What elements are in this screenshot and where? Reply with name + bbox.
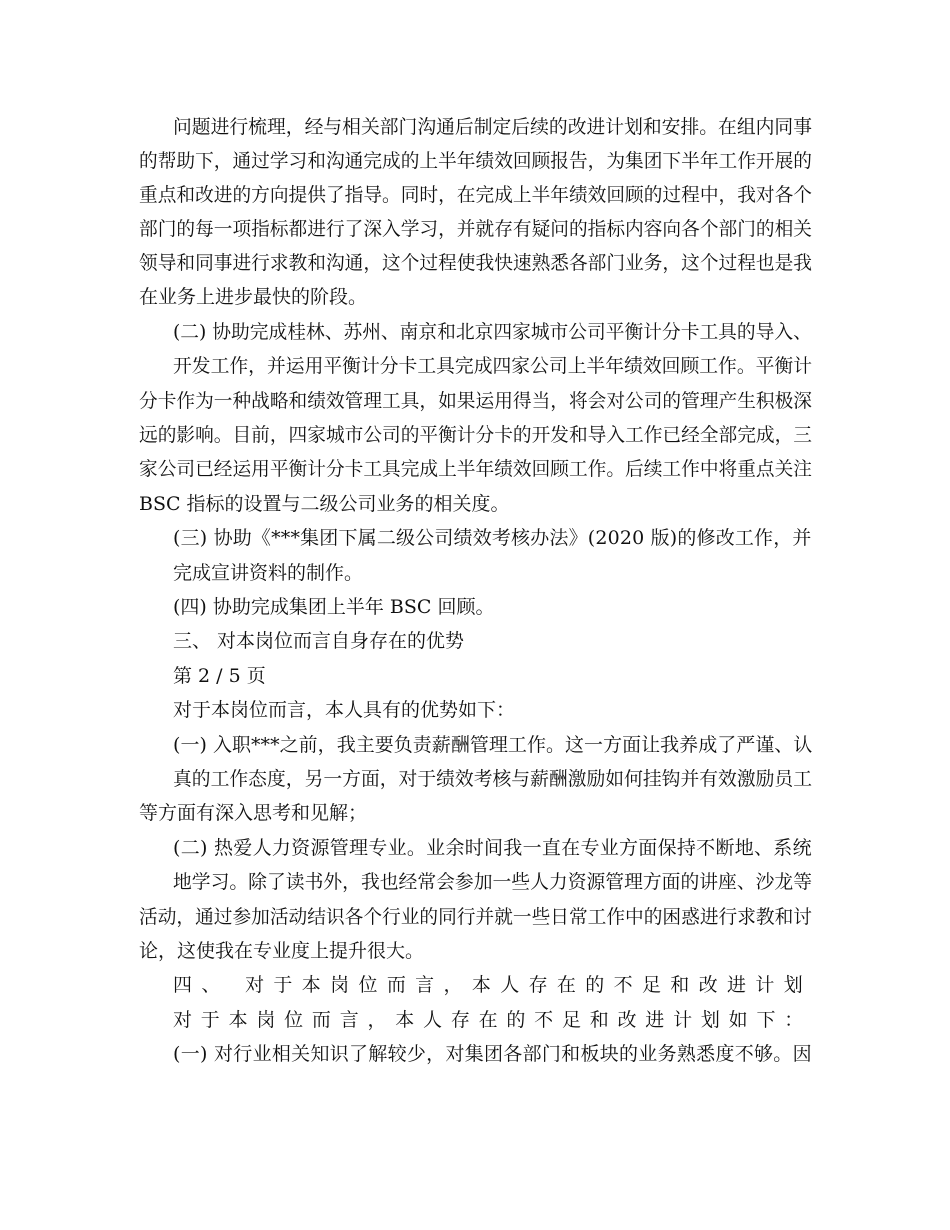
paragraph-line: 等方面有深入思考和见解； — [139, 802, 368, 824]
paragraph-line: 对于本岗位而言，本人存在的不足和改进计划如下： — [173, 1009, 813, 1031]
list-item-line: (三) 协助《***集团下属二级公司绩效考核办法》(2020 版)的修改工作，并 — [173, 527, 812, 549]
paragraph-line: BSC 指标的设置与二级公司业务的相关度。 — [139, 493, 510, 515]
paragraph-line: 远的影响。目前，四家城市公司的平衡计分卡的开发和导入工作已经全部完成，三 — [139, 424, 813, 446]
paragraph-line: 对于本岗位而言，本人具有的优势如下： — [173, 699, 516, 721]
list-item-line: 开发工作，并运用平衡计分卡工具完成四家公司上半年绩效回顾工作。平衡计 — [173, 355, 813, 377]
paragraph-line: 重点和改进的方向提供了指导。同时，在完成上半年绩效回顾的过程中，我对各个 — [139, 184, 813, 206]
list-item-line: 完成宣讲资料的制作。 — [173, 562, 364, 584]
list-item-line: (一) 对行业相关知识了解较少，对集团各部门和板块的业务熟悉度不够。因 — [173, 1043, 812, 1065]
paragraph-line: 家公司已经运用平衡计分卡工具完成上半年绩效回顾工作。后续工作中将重点关注 — [139, 458, 813, 480]
section-heading: 四、 对于本岗位而言，本人存在的不足和改进计划 — [173, 974, 813, 996]
list-item-line: (二) 协助完成桂林、苏州、南京和北京四家城市公司平衡计分卡工具的导入、 — [173, 321, 812, 343]
paragraph-line: 分卡作为一种战略和绩效管理工具，如果运用得当，将会对公司的管理产生积极深 — [139, 390, 813, 412]
paragraph-line: 领导和同事进行求教和沟通，这个过程使我快速熟悉各部门业务，这个过程也是我 — [139, 252, 813, 274]
paragraph-line: 在业务上进步最快的阶段。 — [139, 286, 368, 308]
paragraph-line: 部门的每一项指标都进行了深入学习，并就存有疑问的指标内容向各个部门的相关 — [139, 218, 813, 240]
paragraph-line: 问题进行梳理，经与相关部门沟通后制定后续的改进计划和安排。在组内同事 — [173, 116, 813, 138]
page-number: 第 2 / 5 页 — [173, 665, 266, 687]
list-item-line: (一) 入职***之前，我主要负责薪酬管理工作。这一方面让我养成了严谨、认 — [173, 734, 813, 756]
list-item-line: 地学习。除了读书外，我也经常会参加一些人力资源管理方面的讲座、沙龙等 — [173, 871, 813, 893]
paragraph-line: 的帮助下，通过学习和沟通完成的上半年绩效回顾报告，为集团下半年工作开展的 — [139, 150, 813, 172]
list-item-line: 真的工作态度，另一方面，对于绩效考核与薪酬激励如何挂钩并有效激励员工 — [173, 768, 813, 790]
list-item-line: (二) 热爱人力资源管理专业。业余时间我一直在专业方面保持不断地、系统 — [173, 837, 812, 859]
paragraph-line: 论，这使我在专业度上提升很大。 — [139, 940, 425, 962]
section-heading: 三、 对本岗位而言自身存在的优势 — [173, 630, 465, 652]
list-item-line: (四) 协助完成集团上半年 BSC 回顾。 — [173, 596, 495, 618]
paragraph-line: 活动，通过参加活动结识各个行业的同行并就一些日常工作中的困惑进行求教和讨 — [139, 906, 813, 928]
